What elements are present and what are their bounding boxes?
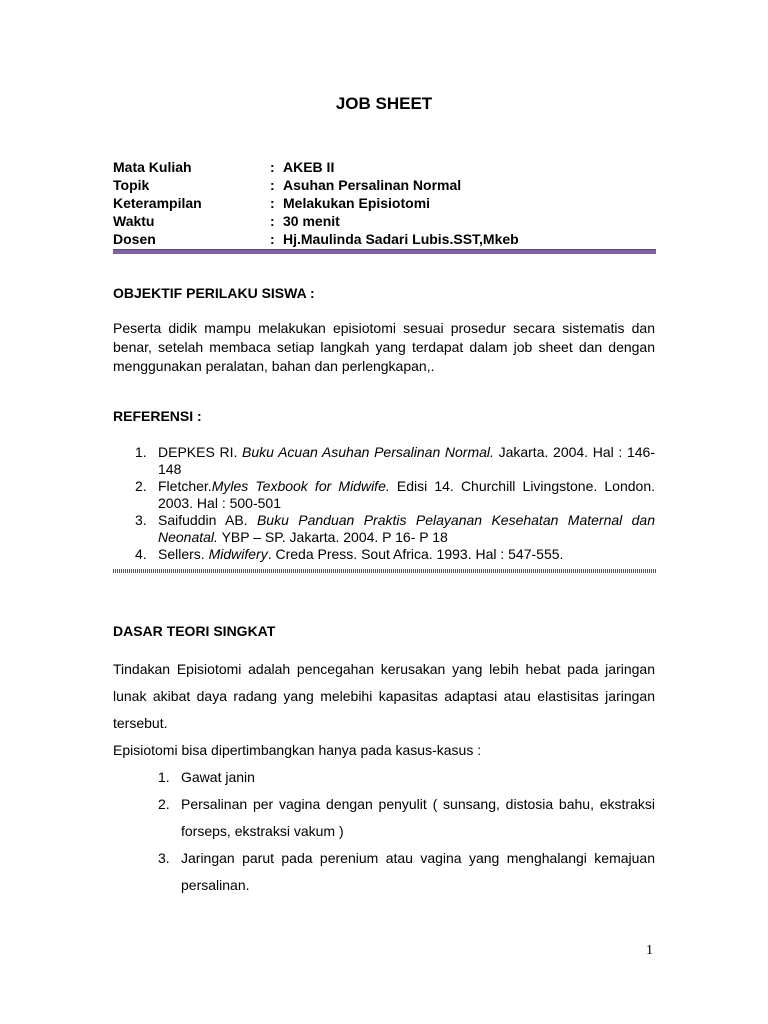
section-divider [113,249,656,254]
theory-heading: DASAR TEORI SINGKAT [113,623,276,639]
course-info-label: Waktu [113,213,155,229]
course-info-colon: : [270,159,275,175]
course-info-value: Hj.Maulinda Sadari Lubis.SST,Mkeb [283,231,519,247]
course-info-label: Dosen [113,231,156,247]
section-divider [113,569,656,573]
reference-item [113,444,655,478]
references-heading: REFERENSI : [113,408,202,424]
course-info-label: Keterampilan [113,195,202,211]
theory-text [113,656,655,764]
theory-case-text: Gawat janin [181,769,255,785]
course-info-row [113,176,658,194]
course-info-row [113,158,658,176]
reference-author: DEPKES RI. [158,444,243,460]
course-info-colon: : [270,231,275,247]
course-info-block [113,158,658,248]
reference-details: Jakarta. 2004. Hal : 146-148 [158,444,655,477]
reference-number: 4. [135,546,147,562]
reference-details: . Creda Press. Sout Africa. 1993. Hal : 547-555. [267,546,564,562]
theory-case-number: 3. [158,850,170,866]
theory-case-number: 2. [158,796,170,812]
course-info-colon: : [270,195,275,211]
theory-case-number: 1. [158,769,170,785]
reference-item [113,478,655,512]
course-info-row [113,194,658,212]
reference-author: Sellers. [158,546,209,562]
theory-case-item [113,764,655,791]
course-info-label: Topik [113,177,150,193]
reference-author: Fletcher. [158,478,212,494]
reference-title: Buku Acuan Asuhan Persalinan Normal. [242,444,494,460]
references-list [113,444,655,563]
course-info-colon: : [270,213,275,229]
objective-text: Peserta didik mampu melakukan episiotomi sesuai prosedur secara sistematis dan benar, setelah membaca setiap langkah yang terdapat dalam job sheet dan dengan menggunakan peralatan, bahan dan perlengkapan,. [113,320,655,374]
course-info-colon: : [270,177,275,193]
reference-author: Saifuddin AB. [158,512,257,528]
reference-item [113,512,655,546]
course-info-value: Asuhan Persalinan Normal [283,177,462,193]
reference-number: 3. [135,512,147,528]
theory-intro: Tindakan Episiotomi adalah pencegahan kerusakan yang lebih hebat pada jaringan lunak akibat daya radang yang melebihi kapasitas adaptasi atau elastisitas jaringan tersebut. [113,661,655,731]
reference-details: Edisi 14. Churchill Livingstone. London. 2003. Hal : 500-501 [158,478,655,511]
reference-details: YBP – SP. Jakarta. 2004. P 16- P 18 [217,529,448,545]
reference-title: Buku Panduan Praktis Pelayanan Kesehatan Maternal dan Neonatal. [158,512,656,545]
reference-title: Myles Texbook for Midwife. [211,478,390,494]
reference-title: Midwifery [208,546,268,562]
theory-case-item [113,791,655,845]
theory-lead: Episiotomi bisa dipertimbangkan hanya pada kasus-kasus : [113,742,482,758]
theory-case-item [113,845,655,899]
course-info-row [113,230,658,248]
course-info-label: Mata Kuliah [113,159,192,175]
objective-heading: OBJEKTIF PERILAKU SISWA : [113,285,315,301]
document-title: JOB SHEET [335,94,433,113]
page-number: 1 [646,943,653,958]
course-info-value: Melakukan Episiotomi [283,195,431,211]
reference-number: 2. [135,478,147,494]
reference-number: 1. [135,444,147,460]
course-info-value: 30 menit [283,213,340,229]
reference-item [113,546,655,563]
course-info-row [113,212,658,230]
course-info-value: AKEB II [283,159,335,175]
theory-case-text: Jaringan parut pada perenium atau vagina yang menghalangi kemajuan persalinan. [181,850,655,893]
theory-case-text: Persalinan per vagina dengan penyulit ( sunsang, distosia bahu, ekstraksi forseps, ekstraksi vakum ) [181,796,655,839]
theory-case-list [113,764,655,899]
